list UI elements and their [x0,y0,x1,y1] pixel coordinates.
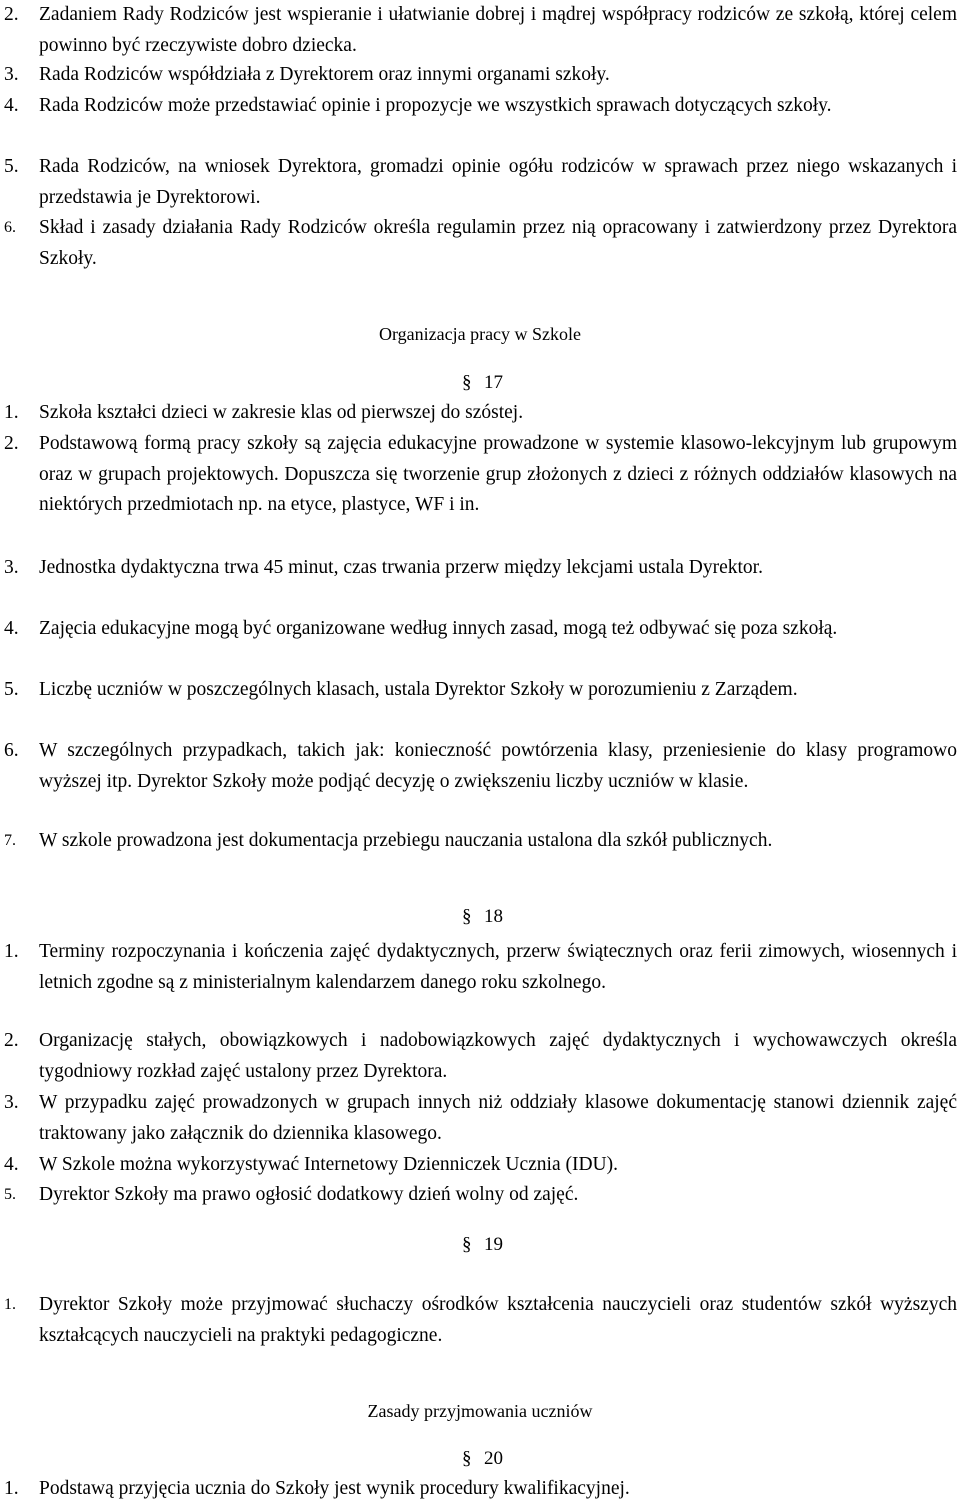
item-number: 3. [4,64,19,85]
paragraph-number-value: 19 [484,1234,503,1255]
list-item [0,213,960,274]
list-item [0,398,960,429]
item-text: Organizację stałych, obowiązkowych i nadobowiązkowych zajęć dydaktycznych i wychowawczych określa tygodniowy rozkład zajęć ustalony przez Dyrektora. [39,1030,957,1082]
item-text: Zajęcia edukacyjne mogą być organizowane według innych zasad, mogą też odbywać się poza szkołą. [39,618,838,639]
list-item [0,91,960,122]
list-item [0,60,960,91]
item-number: 3. [4,557,19,578]
section-sign: § [462,906,472,927]
list-item [0,1290,960,1351]
item-text: Rada Rodziców, na wniosek Dyrektora, gromadzi opinie ogółu rodziców w sprawach przez niego wskazanych i przedstawia je Dyrektorowi. [39,156,957,208]
item-text: Jednostka dydaktyczna trwa 45 minut, czas trwania przerw między lekcjami ustala Dyrektor. [39,557,763,578]
list-item [0,1026,960,1087]
item-number: 4. [4,95,19,116]
item-text: W przypadku zajęć prowadzonych w grupach innych niż oddziały klasowe dokumentację stanowi dziennik zajęć traktowany jako załącznik do dziennika klasowego. [39,1092,957,1144]
item-text: Zadaniem Rady Rodziców jest wspieranie i ułatwianie dobrej i mądrej współpracy rodziców ze szkołą, której celem powinno być rzeczywiste dobro dziecka. [39,4,957,56]
paragraph-number [462,906,503,928]
item-number: 1. [4,1478,19,1499]
item-text: Dyrektor Szkoły może przyjmować słuchaczy ośrodków kształcenia nauczycieli oraz studentów szkół wyższych kształcących nauczycieli na praktyki pedagogiczne. [39,1294,957,1346]
list-item [0,1150,960,1181]
item-text: Liczbę uczniów w poszczególnych klasach, ustala Dyrektor Szkoły w porozumieniu z Zarządem. [39,679,798,700]
item-number: 3. [4,1092,19,1113]
list-item [0,0,960,61]
list-item [0,1474,960,1505]
item-text: Podstawą przyjęcia ucznia do Szkoły jest wynik procedury kwalifikacyjnej. [39,1478,630,1499]
list-item [0,553,960,584]
section-sign: § [462,372,472,393]
item-text: W Szkole można wykorzystywać Internetowy Dzienniczek Ucznia (IDU). [39,1154,619,1175]
item-text: Szkoła kształci dzieci w zakresie klas od pierwszej do szóstej. [39,402,524,423]
item-text: Rada Rodziców współdziała z Dyrektorem oraz innymi organami szkoły. [39,64,610,85]
item-text: Dyrektor Szkoły ma prawo ogłosić dodatkowy dzień wolny od zajęć. [39,1184,579,1205]
list-item [0,614,960,645]
paragraph-number-value: 20 [484,1448,503,1469]
section-heading: Organizacja pracy w Szkole [378,324,582,344]
item-text: Rada Rodziców może przedstawiać opinie i propozycje we wszystkich sprawach dotyczących szkoły. [39,95,832,116]
paragraph-number [462,1448,503,1470]
item-text: W szczególnych przypadkach, takich jak: konieczność powtórzenia klasy, przeniesienie do klasy programowo wyższej itp. Dyrektor Szkoły może podjąć decyzję o zwiększeniu liczby uczniów w klasie. [39,740,957,792]
item-number: 4. [4,618,19,639]
list-item [0,152,960,213]
section-heading: Zasady przyjmowania uczniów [367,1401,593,1421]
paragraph-number [462,372,503,394]
paragraph-number-value: 17 [484,372,503,393]
item-number: 1. [4,941,19,962]
item-number: 5. [4,679,19,700]
list-item [0,937,960,998]
section-sign: § [462,1234,472,1255]
section-sign: § [462,1448,472,1469]
item-number: 2. [4,1030,19,1051]
list-item [0,1180,960,1211]
list-item [0,675,960,706]
item-number: 7. [4,832,16,849]
item-number: 2. [4,4,19,25]
item-text: Terminy rozpoczynania i kończenia zajęć dydaktycznych, przerw świątecznych oraz ferii zimowych, wiosennych i letnich zgodne są z ministerialnym kalendarzem danego roku szkolnego. [39,941,957,993]
item-number: 2. [4,433,19,454]
item-text: Skład i zasady działania Rady Rodziców określa regulamin przez nią opracowany i zatwierdzony przez Dyrektora Szkoły. [39,217,957,269]
item-text: Podstawową formą pracy szkoły są zajęcia edukacyjne prowadzone w systemie klasowo-lekcyjnym lub grupowym oraz w grupach projektowych. Dopuszcza się tworzenie grup złożonych z dzieci z różnych oddziałów klasowych na niektórych przedmiotach np. na etyce, plastyce, WF i in. [39,433,957,515]
list-item [0,736,960,797]
item-text: W szkole prowadzona jest dokumentacja przebiegu nauczania ustalona dla szkół publicznych. [39,830,773,851]
item-number: 1. [4,1296,16,1313]
item-number: 6. [4,740,19,761]
list-item [0,429,960,521]
item-number: 5. [4,1186,16,1203]
paragraph-number-value: 18 [484,906,503,927]
list-item [0,1088,960,1149]
item-number: 6. [4,219,16,236]
item-number: 5. [4,156,19,177]
list-item [0,826,960,857]
item-number: 1. [4,402,19,423]
item-number: 4. [4,1154,19,1175]
paragraph-number [462,1234,503,1256]
